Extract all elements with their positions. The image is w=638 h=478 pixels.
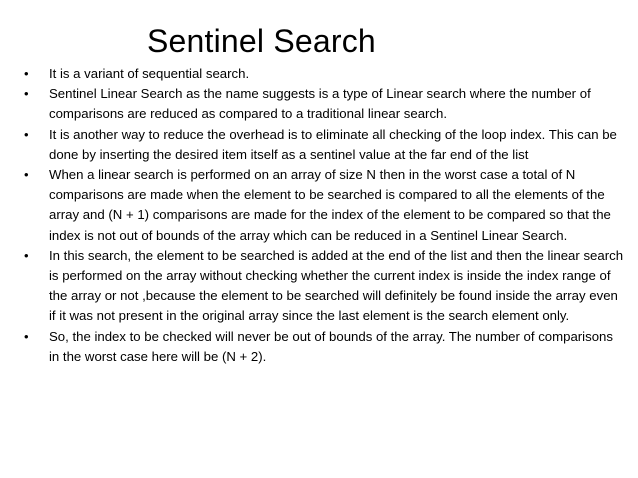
- bullet-point-icon: •: [24, 126, 29, 142]
- bullet-list: [24, 64, 624, 367]
- bullet-item: [24, 64, 624, 84]
- bullet-text: It is another way to reduce the overhead is to eliminate all checking of the loop index. This can be done by inserting the desired item itself as a sentinel value at the far end of the list: [49, 126, 617, 162]
- bullet-point-icon: •: [24, 66, 29, 81]
- bullet-text: When a linear search is performed on an array of size N then in the worst case a total of N comparisons are made when the element to be searched is compared to all the elements of the array and (N + 1) comparisons are made for the index of the element to be compared so that the index is not out of bounds of the array which can be reduced in a Sentinel Linear Search.: [49, 167, 611, 243]
- bullet-item: [24, 246, 624, 327]
- bullet-item: [24, 125, 624, 165]
- bullet-text: So, the index to be checked will never be out of bounds of the array. The number of comparisons in the worst case here will be (N + 2).: [49, 328, 613, 364]
- bullet-item: [24, 84, 624, 124]
- bullet-text: It is a variant of sequential search.: [49, 66, 250, 81]
- bullet-point-icon: •: [24, 247, 29, 263]
- bullet-text: In this search, the element to be searched is added at the end of the list and then the linear search is performed on the array without checking whether the current index is inside the index range of the array or not ,because the element to be searched will definitely be found inside the array even if it was not present in the original array since the last element is the search element only.: [49, 247, 624, 324]
- bullet-point-icon: •: [24, 328, 29, 344]
- slide-title: Sentinel Search: [147, 23, 376, 59]
- bullet-item: [24, 165, 624, 246]
- bullet-point-icon: •: [24, 86, 29, 102]
- bullet-item: [24, 327, 624, 367]
- bullet-text: Sentinel Linear Search as the name suggests is a type of Linear search where the number of comparisons are reduced as compared to a traditional linear search.: [49, 86, 591, 122]
- bullet-point-icon: •: [24, 167, 29, 183]
